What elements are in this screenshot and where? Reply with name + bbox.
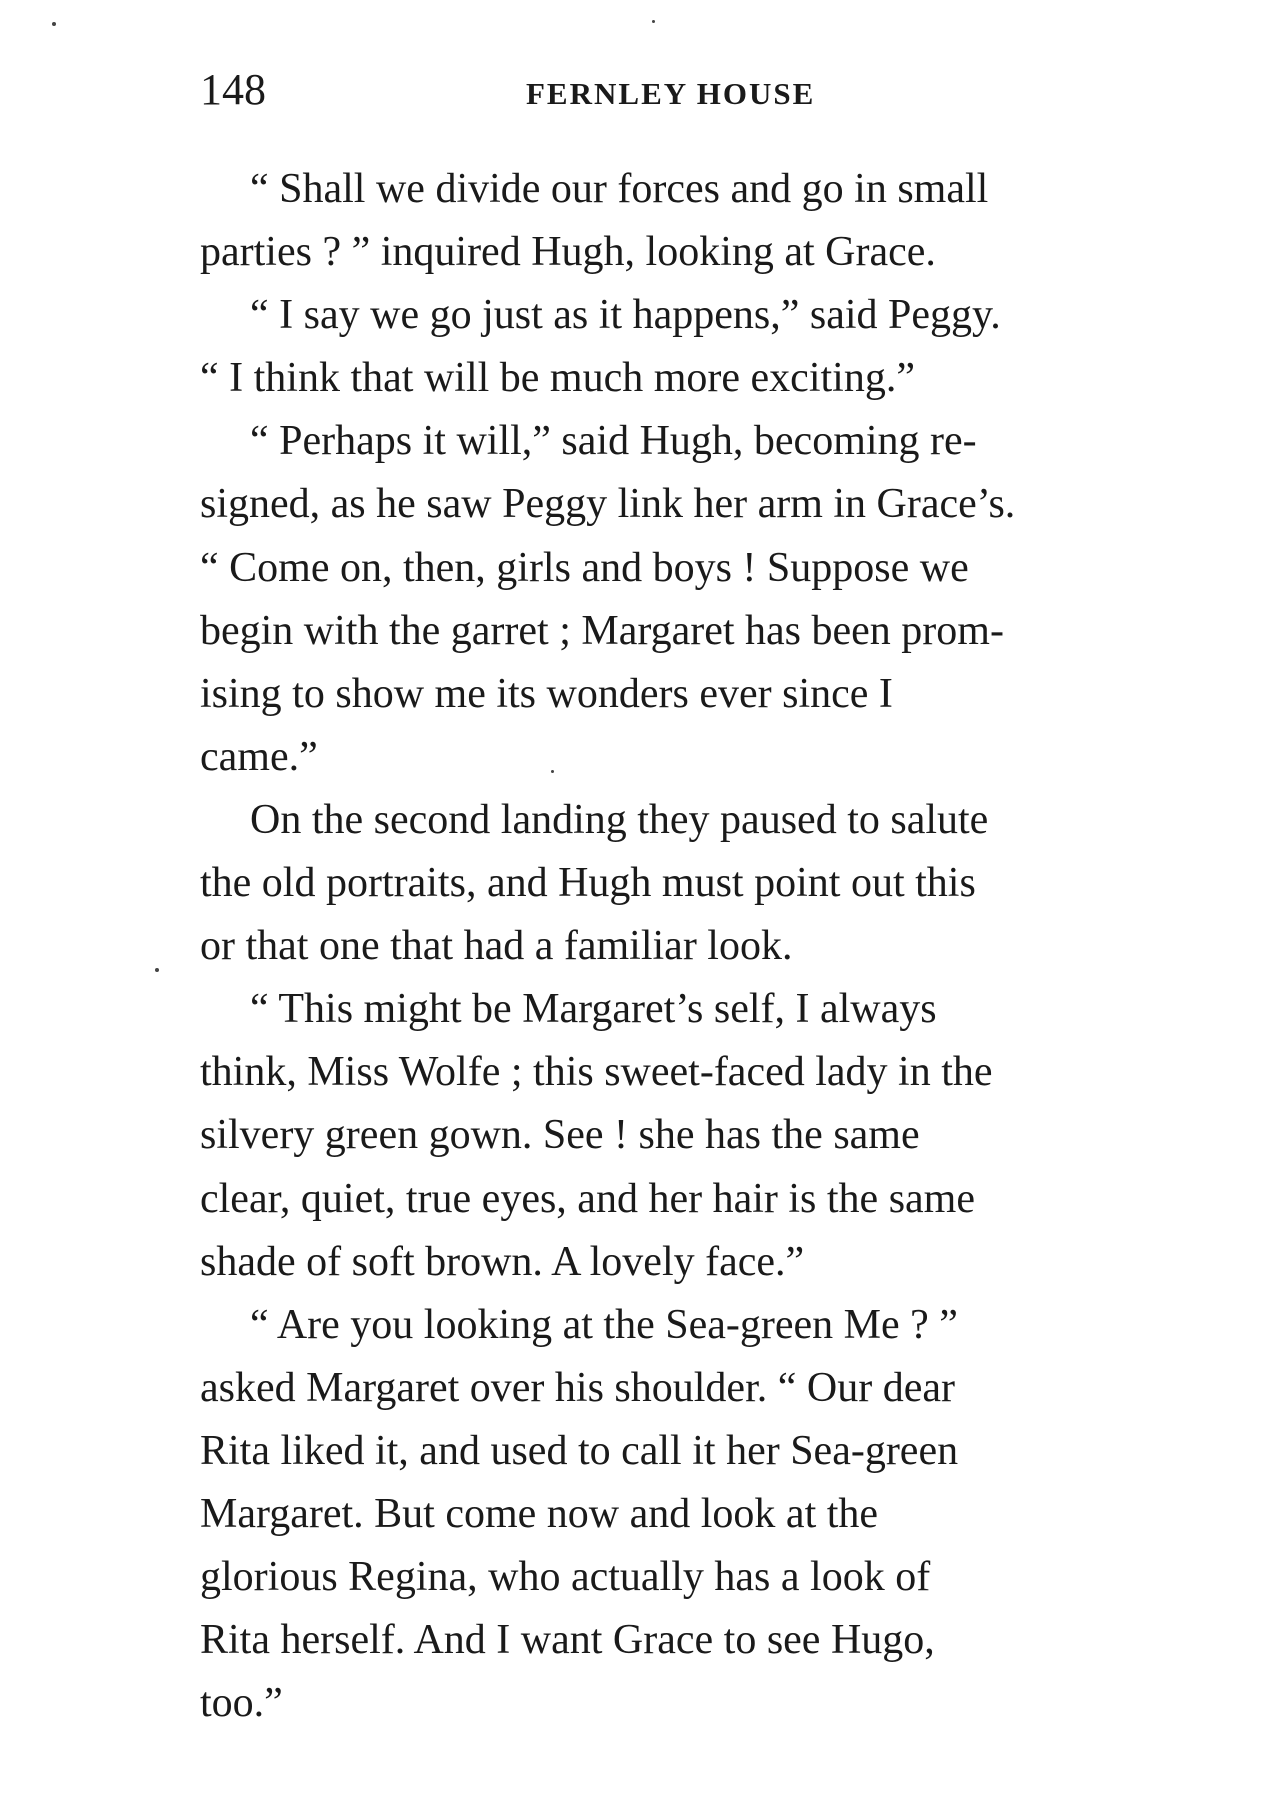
ink-speck (652, 20, 655, 23)
running-head: FERNLEY HOUSE (526, 76, 816, 111)
paragraph: “ I say we go just as it happens,” said Peggy. “ I think that will be much more exciting.” (200, 292, 1001, 402)
paragraph: “ Shall we divide our forces and go in small parties ? ” inquired Hugh, looking at Grace. (200, 166, 989, 276)
ink-speck (155, 968, 159, 972)
paragraph: “ Perhaps it will,” said Hugh, becoming re- signed, as he saw Peggy link her arm in Grace’s. “ Come on, then, girls and boys ! Suppose we begin with the garret ; Margaret has been prom- ising to show me its wonders ever since I came.” (200, 418, 1016, 780)
page-header (200, 60, 1210, 120)
paragraph: “ Are you looking at the Sea-green Me ? ” asked Margaret over his shoulder. “ Our dear Rita liked it, and used to call it her Sea-green Margaret. But come now and look at the glorious Regina, who actually has a look of Rita herself. And I want Grace to see Hugo, too.” (200, 1301, 959, 1727)
body-text (200, 158, 1208, 1735)
paragraph: On the second landing they paused to salute the old portraits, and Hugh must point out this or that one that had a familiar look. (200, 796, 989, 970)
page-number: 148 (200, 65, 266, 114)
paragraph: “ This might be Margaret’s self, I always think, Miss Wolfe ; this sweet-faced lady in the silvery green gown. See ! she has the same clear, quiet, true eyes, and her hair is the same shade of soft brown. A lovely face.” (200, 986, 993, 1285)
ink-speck (52, 22, 56, 26)
